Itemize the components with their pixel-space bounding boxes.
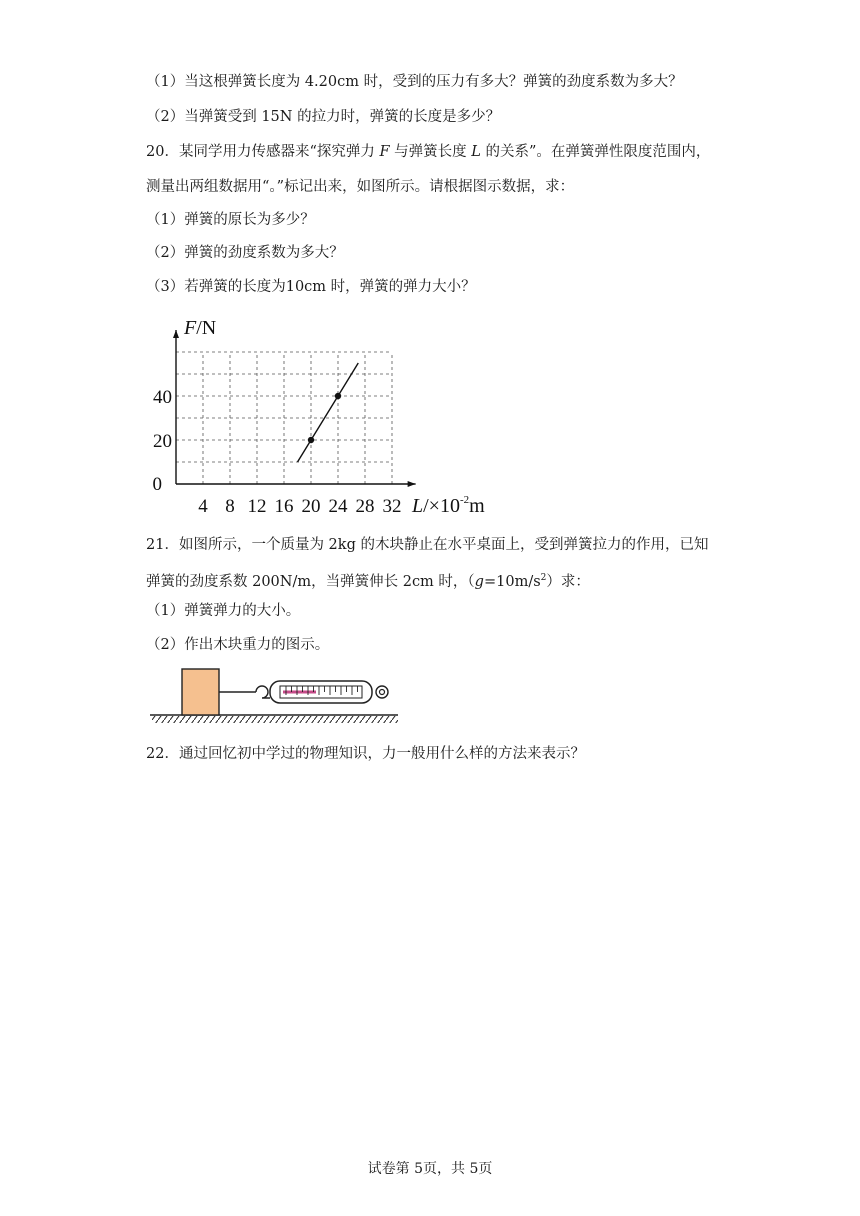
origin-label: 0 xyxy=(152,474,162,495)
x-tick-label: 24 xyxy=(328,496,348,517)
force-length-graph xyxy=(140,312,540,520)
q22-stem: 22．通过回忆初中学过的物理知识，力一般用什么样的方法来表示？ xyxy=(146,746,585,762)
data-point xyxy=(335,393,341,399)
q20-part2: （2）弹簧的劲度系数为多大？ xyxy=(146,245,344,261)
x-tick-label: 16 xyxy=(274,496,294,517)
wooden-block xyxy=(182,669,219,715)
q21-part1: （1）弹簧弹力的大小。 xyxy=(146,603,301,619)
q21-part2: （2）作出木块重力的图示。 xyxy=(146,637,330,653)
block-spring-scale-figure xyxy=(146,664,406,724)
y-tick-label: 20 xyxy=(153,431,172,452)
x-tick-label: 20 xyxy=(301,496,321,517)
q19-part2: （2）当弹簧受到 15N 的拉力时，弹簧的长度是多少？ xyxy=(146,109,501,125)
x-tick-label: 12 xyxy=(247,496,267,517)
q20-part3: （3）若弹簧的长度为10cm 时，弹簧的弹力大小？ xyxy=(146,279,476,295)
data-point xyxy=(308,437,314,443)
q20-stem-line1: 20．某同学用力传感器来“探究弹力 F 与弹簧长度 L 的关系”。在弹簧弹性限度范围内， xyxy=(146,144,711,160)
ground-hatching xyxy=(152,716,398,723)
x-tick-label: 28 xyxy=(355,496,375,517)
data-line xyxy=(298,363,359,462)
q21-stem-line2: 弹簧的劲度系数 200N/m，当弹簧伸长 2cm 时，$(g=10m/s^2)$求： xyxy=(146,573,590,590)
graph-tick-labels xyxy=(153,387,402,517)
graph-axes xyxy=(173,330,416,487)
q20-stem-line2: 测量出两组数据用“。”标记出来，如图所示。请根据图示数据，求： xyxy=(146,179,575,195)
hook-icon xyxy=(256,686,270,698)
x-tick-label: 8 xyxy=(225,496,235,517)
q19-part1: （1）当这根弹簧长度为 4.20cm 时，受到的压力有多大？弹簧的劲度系数为多大？ xyxy=(146,74,683,90)
graph-grid xyxy=(176,352,392,484)
y-axis-label: F/N xyxy=(184,317,217,339)
page-footer: 试卷第 5页，共 5页 xyxy=(367,1161,493,1177)
x-axis-label: $L/\times 10^{-2}m$ xyxy=(412,494,485,517)
x-axis-arrow-icon xyxy=(408,481,416,487)
q21-stem-line1: 21．如图所示，一个质量为 2kg 的木块静止在水平桌面上，受到弹簧拉力的作用，已知 xyxy=(146,537,709,553)
q20-part1: （1）弹簧的原长为多少？ xyxy=(146,212,315,228)
x-tick-label: 32 xyxy=(382,496,402,517)
ring-inner-icon xyxy=(380,690,385,695)
y-axis-arrow-icon xyxy=(173,330,179,338)
y-tick-label: 40 xyxy=(153,387,172,408)
x-tick-label: 4 xyxy=(198,496,208,517)
